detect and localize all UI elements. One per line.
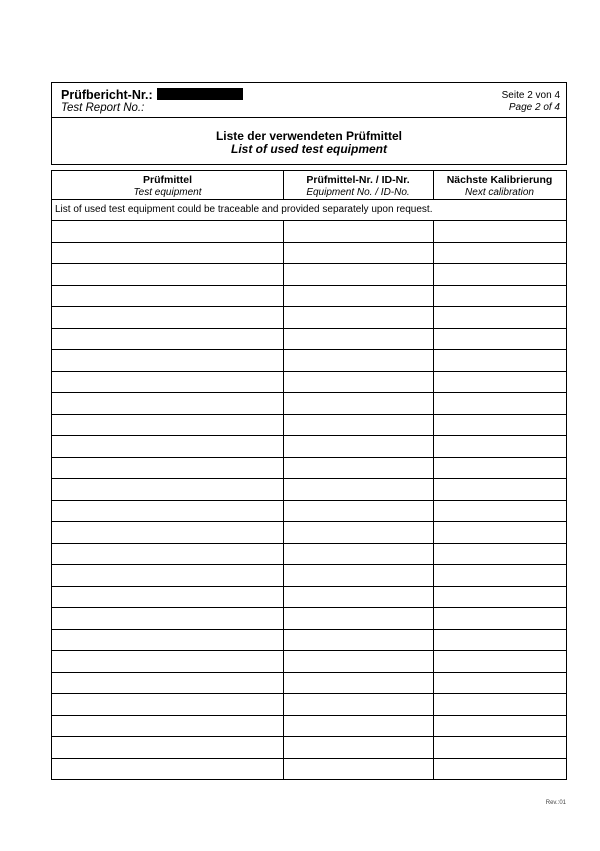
equipment-table bbox=[51, 170, 567, 780]
column-header-next-calibration bbox=[433, 174, 566, 198]
row-divider bbox=[52, 586, 566, 587]
redacted-report-number bbox=[157, 88, 243, 100]
row-divider bbox=[52, 715, 566, 716]
row-divider bbox=[52, 521, 566, 522]
row-divider bbox=[52, 328, 566, 329]
report-number-label-en: Test Report No.: bbox=[61, 102, 145, 114]
column-header-label: Nächste Kalibrierung bbox=[446, 174, 553, 186]
row-divider bbox=[52, 672, 566, 673]
row-divider bbox=[52, 543, 566, 544]
revision-label: Rev.:01 bbox=[545, 800, 566, 806]
row-divider bbox=[52, 478, 566, 479]
table-note: List of used test equipment could be traceable and provided separately upon request. bbox=[55, 204, 433, 215]
column-header-label-en: Equipment No. / ID-No. bbox=[306, 187, 410, 198]
column-divider bbox=[433, 171, 434, 199]
list-title: Liste der verwendeten Prüfmittel bbox=[215, 129, 403, 143]
row-divider bbox=[52, 306, 566, 307]
row-divider bbox=[52, 457, 566, 458]
header-divider bbox=[52, 117, 566, 118]
column-header-equipment bbox=[52, 174, 283, 198]
row-divider bbox=[52, 392, 566, 393]
column-header-label: Prüfmittel bbox=[142, 174, 192, 186]
row-divider bbox=[52, 607, 566, 608]
page-number: Seite 2 von 4 bbox=[501, 90, 560, 101]
column-header-label-en: Test equipment bbox=[133, 187, 202, 198]
row-divider bbox=[52, 263, 566, 264]
row-divider bbox=[52, 500, 566, 501]
row-divider bbox=[52, 220, 566, 221]
row-divider bbox=[52, 629, 566, 630]
row-divider bbox=[52, 435, 566, 436]
row-divider bbox=[52, 371, 566, 372]
row-divider bbox=[52, 564, 566, 565]
page-number-en: Page 2 of 4 bbox=[508, 102, 560, 113]
column-header-equipment-no bbox=[283, 174, 433, 198]
list-title-en: List of used test equipment bbox=[230, 142, 387, 156]
row-divider bbox=[52, 242, 566, 243]
report-header bbox=[51, 82, 567, 165]
row-divider bbox=[52, 414, 566, 415]
row-divider bbox=[52, 285, 566, 286]
column-header-label-en: Next calibration bbox=[465, 187, 534, 198]
row-divider bbox=[52, 758, 566, 759]
row-divider bbox=[52, 736, 566, 737]
column-header-label: Prüfmittel-Nr. / ID-Nr. bbox=[306, 174, 410, 186]
row-divider bbox=[52, 199, 566, 200]
column-divider bbox=[433, 220, 434, 779]
row-divider bbox=[52, 349, 566, 350]
column-divider bbox=[283, 220, 284, 779]
column-divider bbox=[283, 171, 284, 199]
row-divider bbox=[52, 693, 566, 694]
report-number-label: Prüfbericht-Nr.: bbox=[61, 88, 153, 102]
row-divider bbox=[52, 650, 566, 651]
